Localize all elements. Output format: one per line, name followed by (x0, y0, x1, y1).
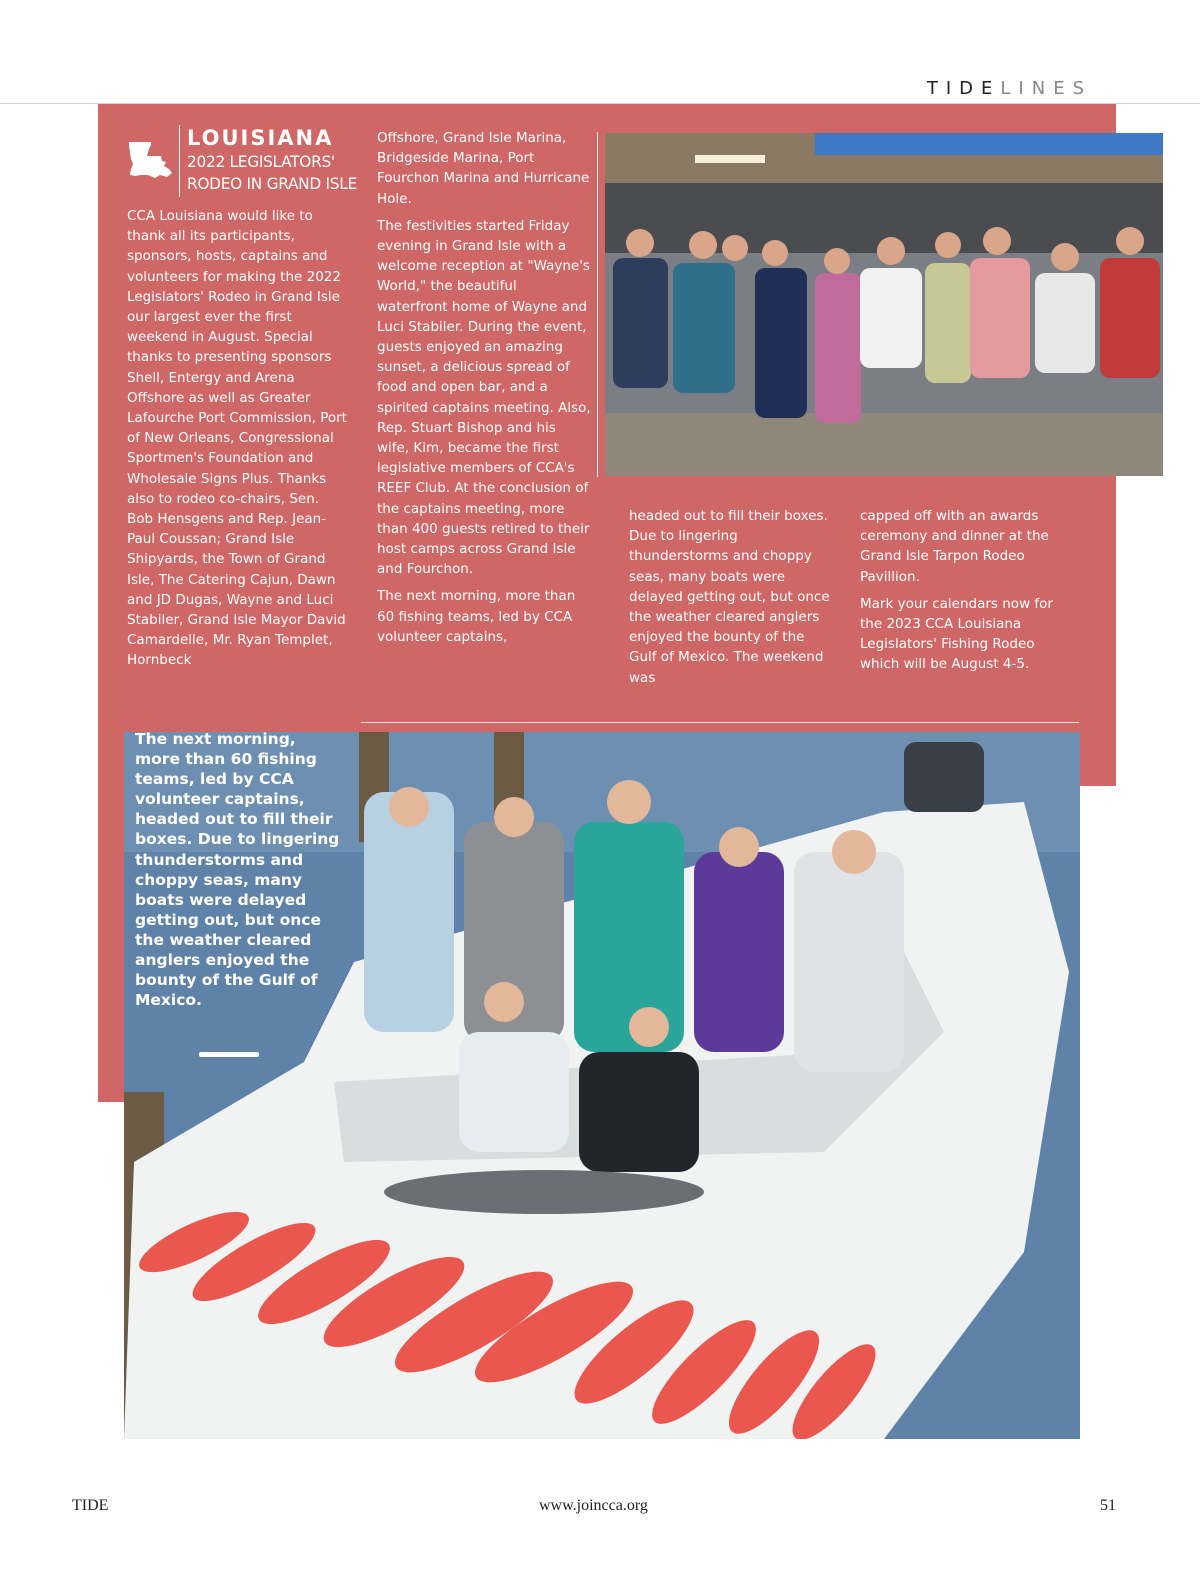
column-divider (597, 132, 598, 477)
section-divider (361, 722, 1079, 723)
footer-publication: TIDE (72, 1497, 109, 1514)
masthead-light: LINES (1000, 78, 1092, 99)
article-column-4 (860, 506, 1076, 682)
masthead-bold: TIDE (926, 78, 1001, 99)
title-subtitle-line1: 2022 LEGISLATORS' (187, 152, 335, 171)
footer-website-link[interactable]: www.joincca.org (539, 1497, 648, 1514)
paragraph: The next morning, more than 60 fishing teams, led by CCA volunteer captains, (377, 588, 576, 645)
paragraph: headed out to fill their boxes. Due to lingering thunderstorms and choppy seas, many boats were delayed getting out, but once the weather cleared anglers enjoyed the bounty of the Gulf of Mexico. The weekend was (629, 508, 830, 686)
article-title (187, 125, 367, 195)
title-state: LOUISIANA (187, 126, 334, 150)
page-number: 51 (1100, 1497, 1116, 1514)
pull-quote: The next morning, more than 60 fishing teams, led by CCA volunteer captains, headed out to fill their boxes. Due to lingering thunderstorms and choppy seas, many boats were delayed getting out, but once the weather cleared anglers enjoyed the bounty of the Gulf of Mexico. (135, 730, 340, 1010)
paragraph: Mark your calendars now for the 2023 CCA Louisiana Legislators' Fishing Rodeo which will be August 4-5. (860, 595, 1053, 673)
paragraph: CCA Louisiana would like to thank all its participants, sponsors, hosts, captains and volunteers for making the 2022 Legislators' Rodeo in Grand Isle our largest ever the first weekend in August. Special thanks to presenting sponsors Shell, Entergy and Arena Offshore as well as Greater Lafourche Port Commission, Port of New Orleans, Congressional Sportmen's Foundation and Wholesale Signs Plus. Thanks also to rodeo co-chairs, Sen. Bob Hensgens and Rep. Jean-Paul Coussan; Grand Isle Shipyards, the Town of Grand Isle, The Catering Cajun, Dawn and JD Dugas, Wayne and Luci Stabiler, Grand Isle Mayor David Camardelle, Mr. Ryan Templet, Hornbeck (127, 208, 347, 669)
paragraph: Offshore, Grand Isle Marina, Bridgeside Marina, Port Fourchon Marina and Hurricane Hole. (377, 130, 590, 207)
pull-quote-accent-bar (199, 1052, 259, 1057)
article-column-3 (629, 506, 835, 695)
louisiana-state-icon (127, 140, 173, 180)
title-divider (179, 125, 180, 197)
article-column-2 (377, 128, 591, 654)
paragraph: capped off with an awards ceremony and dinner at the Grand Isle Tarpon Rodeo Pavillion. (860, 508, 1049, 585)
reception-photo-illustration (605, 133, 1163, 476)
paragraph: The festivities started Friday evening in Grand Isle with a welcome reception at "Wayne's World," the beautiful waterfront home of Wayne and Luci Stabiler. During the event, guests enjoyed an amazing sunset, a delicious spread of food and open bar, and a spirited captains meeting. Also, Rep. Stuart Bishop and his wife, Kim, became the first legislative members of CCA's REEF Club. At the conclusion of the captains meeting, more than 400 guests retired to their host camps across Grand Isle and Fourchon. (377, 217, 591, 578)
reception-group-photo (605, 133, 1163, 476)
title-subtitle-line2: RODEO IN GRAND ISLE (187, 174, 357, 193)
masthead (927, 78, 1092, 99)
article-column-1 (127, 206, 349, 678)
